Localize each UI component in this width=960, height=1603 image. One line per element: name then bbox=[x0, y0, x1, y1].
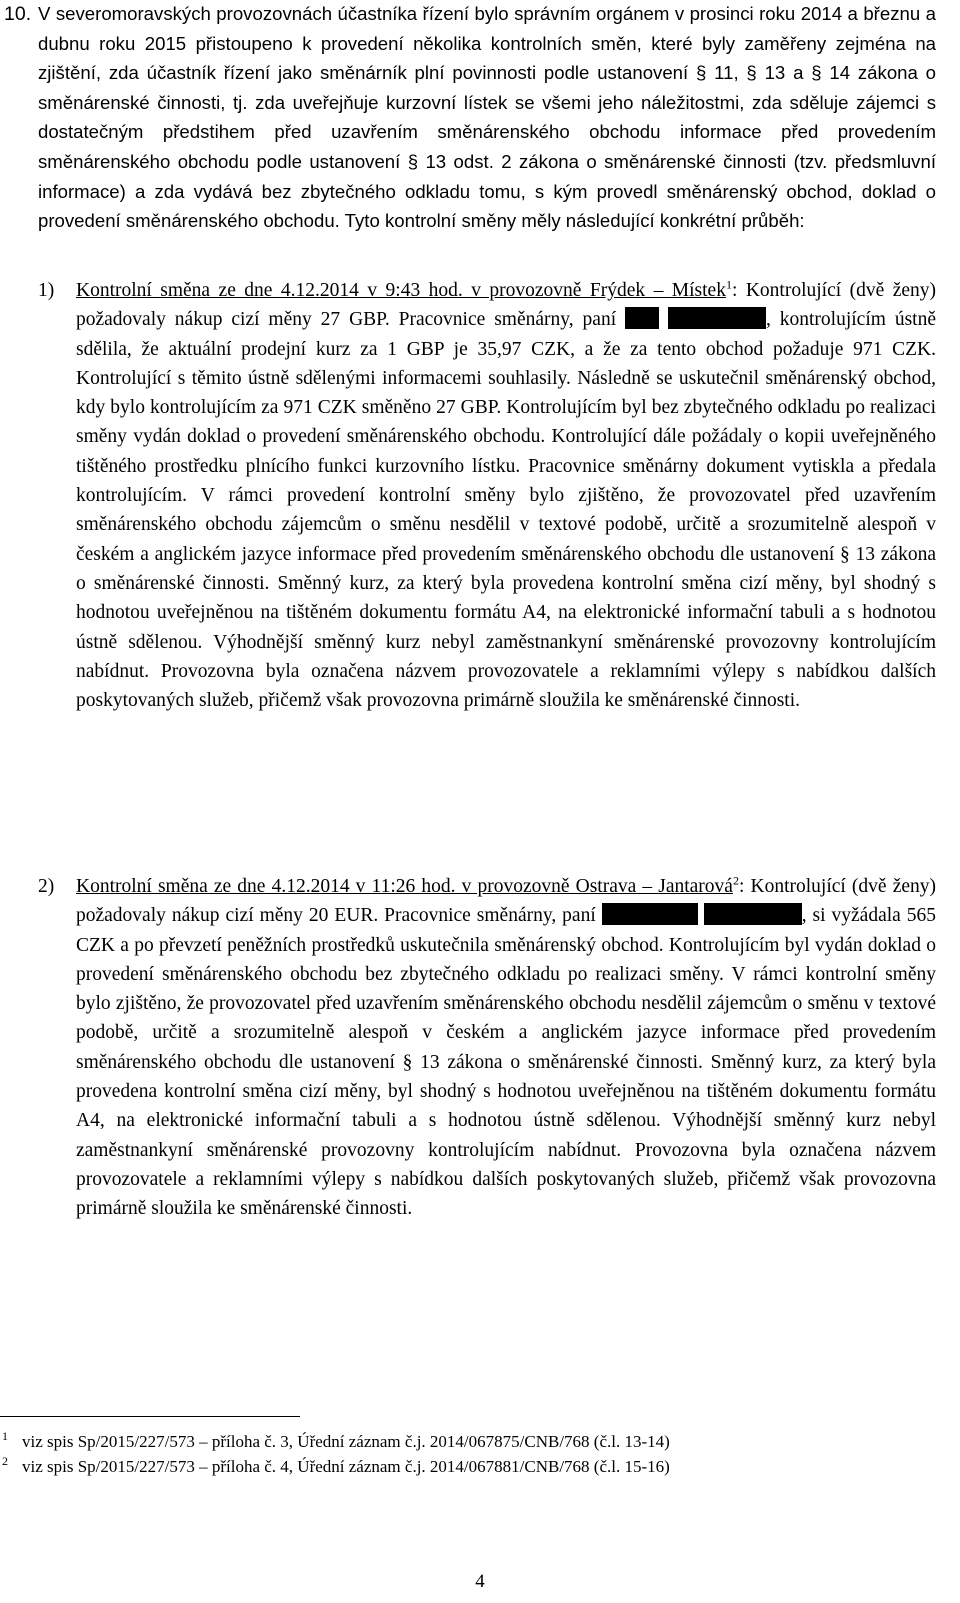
redacted-last-name bbox=[668, 307, 766, 329]
list-item-1: 1) Kontrolní směna ze dne 4.12.2014 v 9:43 hod. v provozovně Frýdek – Místek$^1$: Kontrolující (dvě ženy) požadovaly nákup cizí měny 27 GBP. Pracovnice směnárny, paní , kontrolujícím ústně sdělila, že aktuální prodejní kurz za 1 GBP je 35,97 CZK, a že za tento obchod požaduje 971 CZK. Kontrolující s těmito ústně sdělenými informacemi souhlasily. Následně se uskutečnil směnárenský obchod, kdy bylo kontrolujícím za 971 CZK směněno 27 GBP. Kontrolujícím byl bez zbytečného odkladu po realizaci směny vydán doklad o provedení směnárenského obchodu. Kontrolující dále požádaly o kopii uveřejněného tištěného prostředku plnícího funkci kurzovního lístku. Pracovnice směnárny dokument vytiskla a předala kontrolujícím. V rámci provedení kontrolní směny bylo zjištěno, že provozovatel před uzavřením směnárenského obchodu zájemcům o směnu nesdělil v textové podobě, určitě a srozumitelně alespoň v českém a anglickém jazyce informace před provedením směnárenského obchodu dle ustanovení § 13 zákona o směnárenské činnosti. Směnný kurz, za který byla provedena kontrolní směna cizí měny, byl shodný s hodnotou uveřejněnou na tištěném dokumentu formátu A4, na elektronické informační tabuli a s hodnotou ústně sdělenou. Výhodnější směnný kurz nebyl zaměstnankyní směnárenské provozovny kontrolujícím nabídnut. Provozovna byla označena názvem provozovatele a reklamními výlepy s nabídkou dalších poskytovaných služeb, přičemž však provozovna primárně sloužila ke směnárenské činnosti. bbox=[38, 277, 936, 712]
paragraph-text: V severomoravských provozovnách účastníka řízení bylo správním orgánem v prosinci roku 2014 a březnu a dubnu roku 2015 přistoupeno k provedení několika kontrolních směn, které byly zaměřeny zejména na zjištění, zda účastník řízení jako směnárník plní povinnosti podle ustanovení § 11, § 13 a § 14 zákona o směnárenské činnosti, tj. zda uveřejňuje kurzovní lístek se všemi jeho náležitostmi, zda sděluje zájemci s dostatečným předstihem před uzavřením směnárenského obchodu informace před provedením směnárenského obchodu podle ustanovení § 13 odst. 2 zákona o směnárenské činnosti (tzv. předsmluvní informace) a zda vydává bez zbytečného odkladu tomu, s kým provedl směnárenský obchod, doklad o provedení směnárenského obchodu. Tyto kontrolní směny měly následující konkrétní průběh: bbox=[38, 3, 936, 232]
list-item-heading: Kontrolní směna ze dne 4.12.2014 v 11:26 hod. v provozovně Ostrava – Jantarová bbox=[76, 876, 733, 897]
footnote-mark: 1 bbox=[2, 1429, 8, 1443]
footnote-text: viz spis Sp/2015/227/573 – příloha č. 3, Úřední záznam č.j. 2014/067875/CNB/768 (č.l. 13-14) bbox=[22, 1432, 670, 1451]
list-item-label: 2) bbox=[38, 876, 55, 897]
list-item-label: 1) bbox=[38, 280, 55, 301]
list-item-2: 2) Kontrolní směna ze dne 4.12.2014 v 11:26 hod. v provozovně Ostrava – Jantarová$^2$: Kontrolující (dvě ženy) požadovaly nákup cizí měny 20 EUR. Pracovnice směnárny, paní , si vyžádala 565 CZK a po převzetí peněžních prostředků uskutečnila směnárenský obchod. Kontrolujícím byl vydán doklad o provedení směnárenského obchodu bez zbytečného odkladu po realizaci směny. V rámci kontrolní směny bylo zjištěno, že provozovatel před uzavřením směnárenského obchodu nesdělil zájemcům o směnu v textové podobě, určitě a srozumitelně alespoň v českém a anglickém jazyce informace před provedením směnárenského obchodu dle ustanovení § 13 zákona o směnárenské činnosti. Směnný kurz, za který byla provedena kontrolní směna cizí měny, byl shodný s hodnotou uveřejněnou na tištěném dokumentu formátu A4, na elektronické informační tabuli a s hodnotou ústně sdělenou. Výhodnější směnný kurz nebyl zaměstnankyní směnárenské provozovny kontrolujícím nabídnut. Provozovna byla označena názvem provozovatele a reklamními výlepy s nabídkou dalších poskytovaných služeb, přičemž však provozovna primárně sloužila ke směnárenské činnosti. bbox=[38, 873, 937, 1220]
list-item-text: Kontrolující (dvě ženy) požadovaly nákup cizí měny 20 EUR. Pracovnice směnárny, paní bbox=[76, 876, 937, 927]
list-item-text: Kontrolující (dvě ženy) požadovaly nákup cizí měny 27 GBP. Pracovnice směnárny, paní bbox=[76, 280, 936, 331]
footnote-ref: 1 bbox=[725, 277, 732, 292]
footnote-ref: 2 bbox=[732, 873, 739, 888]
footnote-mark: 2 bbox=[2, 1454, 8, 1468]
paragraph-number: 10. bbox=[4, 3, 32, 25]
list-item-text-cont: , kontrolujícím ústně sdělila, že aktuální prodejní kurz za 1 GBP je 35,97 CZK, a že za tento obchod požaduje 971 CZK. Kontrolující s těmito ústně sdělenými informacemi souhlasily. Následně se uskutečnil směnárenský obchod, kdy bylo kontrolujícím za 971 CZK směněno 27 GBP. Kontrolujícím byl bez zbytečného odkladu po realizaci směny vydán doklad o provedení směnárenského obchodu. Kontrolující dále požádaly o kopii uveřejněného tištěného prostředku plnícího funkci kurzovního lístku. Pracovnice směnárny dokument vytiskla a předala kontrolujícím. V rámci provedení kontrolní směny bylo zjištěno, že provozovatel před uzavřením směnárenského obchodu zájemcům o směnu nesdělil v textové podobě, určitě a srozumitelně alespoň v českém a anglickém jazyce informace před provedením směnárenského obchodu dle ustanovení § 13 zákona o směnárenské činnosti. Směnný kurz, za který byla provedena kontrolní směna cizí měny, byl shodný s hodnotou uveřejněnou na tištěném dokumentu formátu A4, na elektronické informační tabuli a s hodnotou ústně sdělenou. Výhodnější směnný kurz nebyl zaměstnankyní směnárenské provozovny kontrolujícím nabídnut. Provozovna byla označena názvem provozovatele a reklamními výlepy s nabídkou dalších poskytovaných služeb, přičemž však provozovna primárně sloužila ke směnárenské činnosti. bbox=[76, 309, 936, 712]
footnote-text: viz spis Sp/2015/227/573 – příloha č. 4, Úřední záznam č.j. 2014/067881/CNB/768 (č.l. 15-16) bbox=[22, 1457, 670, 1476]
list-item-text-cont: , si vyžádala 565 CZK a po převzetí peněžních prostředků uskutečnila směnárenský obchod. Kontrolujícím byl vydán doklad o provedení směnárenského obchodu bez zbytečného odkladu po realizaci směny. V rámci kontrolní směny bylo zjištěno, že provozovatel před uzavřením směnárenského obchodu nesdělil zájemcům o směnu v textové podobě, určitě a srozumitelně alespoň v českém a anglickém jazyce informace před provedením směnárenského obchodu dle ustanovení § 13 zákona o směnárenské činnosti. Směnný kurz, za který byla provedena kontrolní směna cizí měny, byl shodný s hodnotou uveřejněnou na tištěném dokumentu formátu A4, na elektronické informační tabuli a s hodnotou ústně sdělenou. Výhodnější směnný kurz nebyl zaměstnankyní směnárenské provozovny kontrolujícím nabídnut. Provozovna byla označena názvem provozovatele a reklamními výlepy s nabídkou dalších poskytovaných služeb, přičemž však provozovna primárně sloužila ke směnárenské činnosti. bbox=[76, 905, 937, 1220]
paragraph-10 bbox=[4, 0, 936, 237]
redacted-first-name bbox=[625, 307, 659, 329]
redacted-first-name bbox=[602, 903, 698, 925]
page-number: 4 bbox=[475, 1571, 485, 1592]
redacted-last-name bbox=[704, 903, 802, 925]
list-item-heading: Kontrolní směna ze dne 4.12.2014 v 9:43 hod. v provozovně Frýdek – Místek bbox=[76, 280, 726, 301]
footnote-separator bbox=[0, 1416, 300, 1417]
